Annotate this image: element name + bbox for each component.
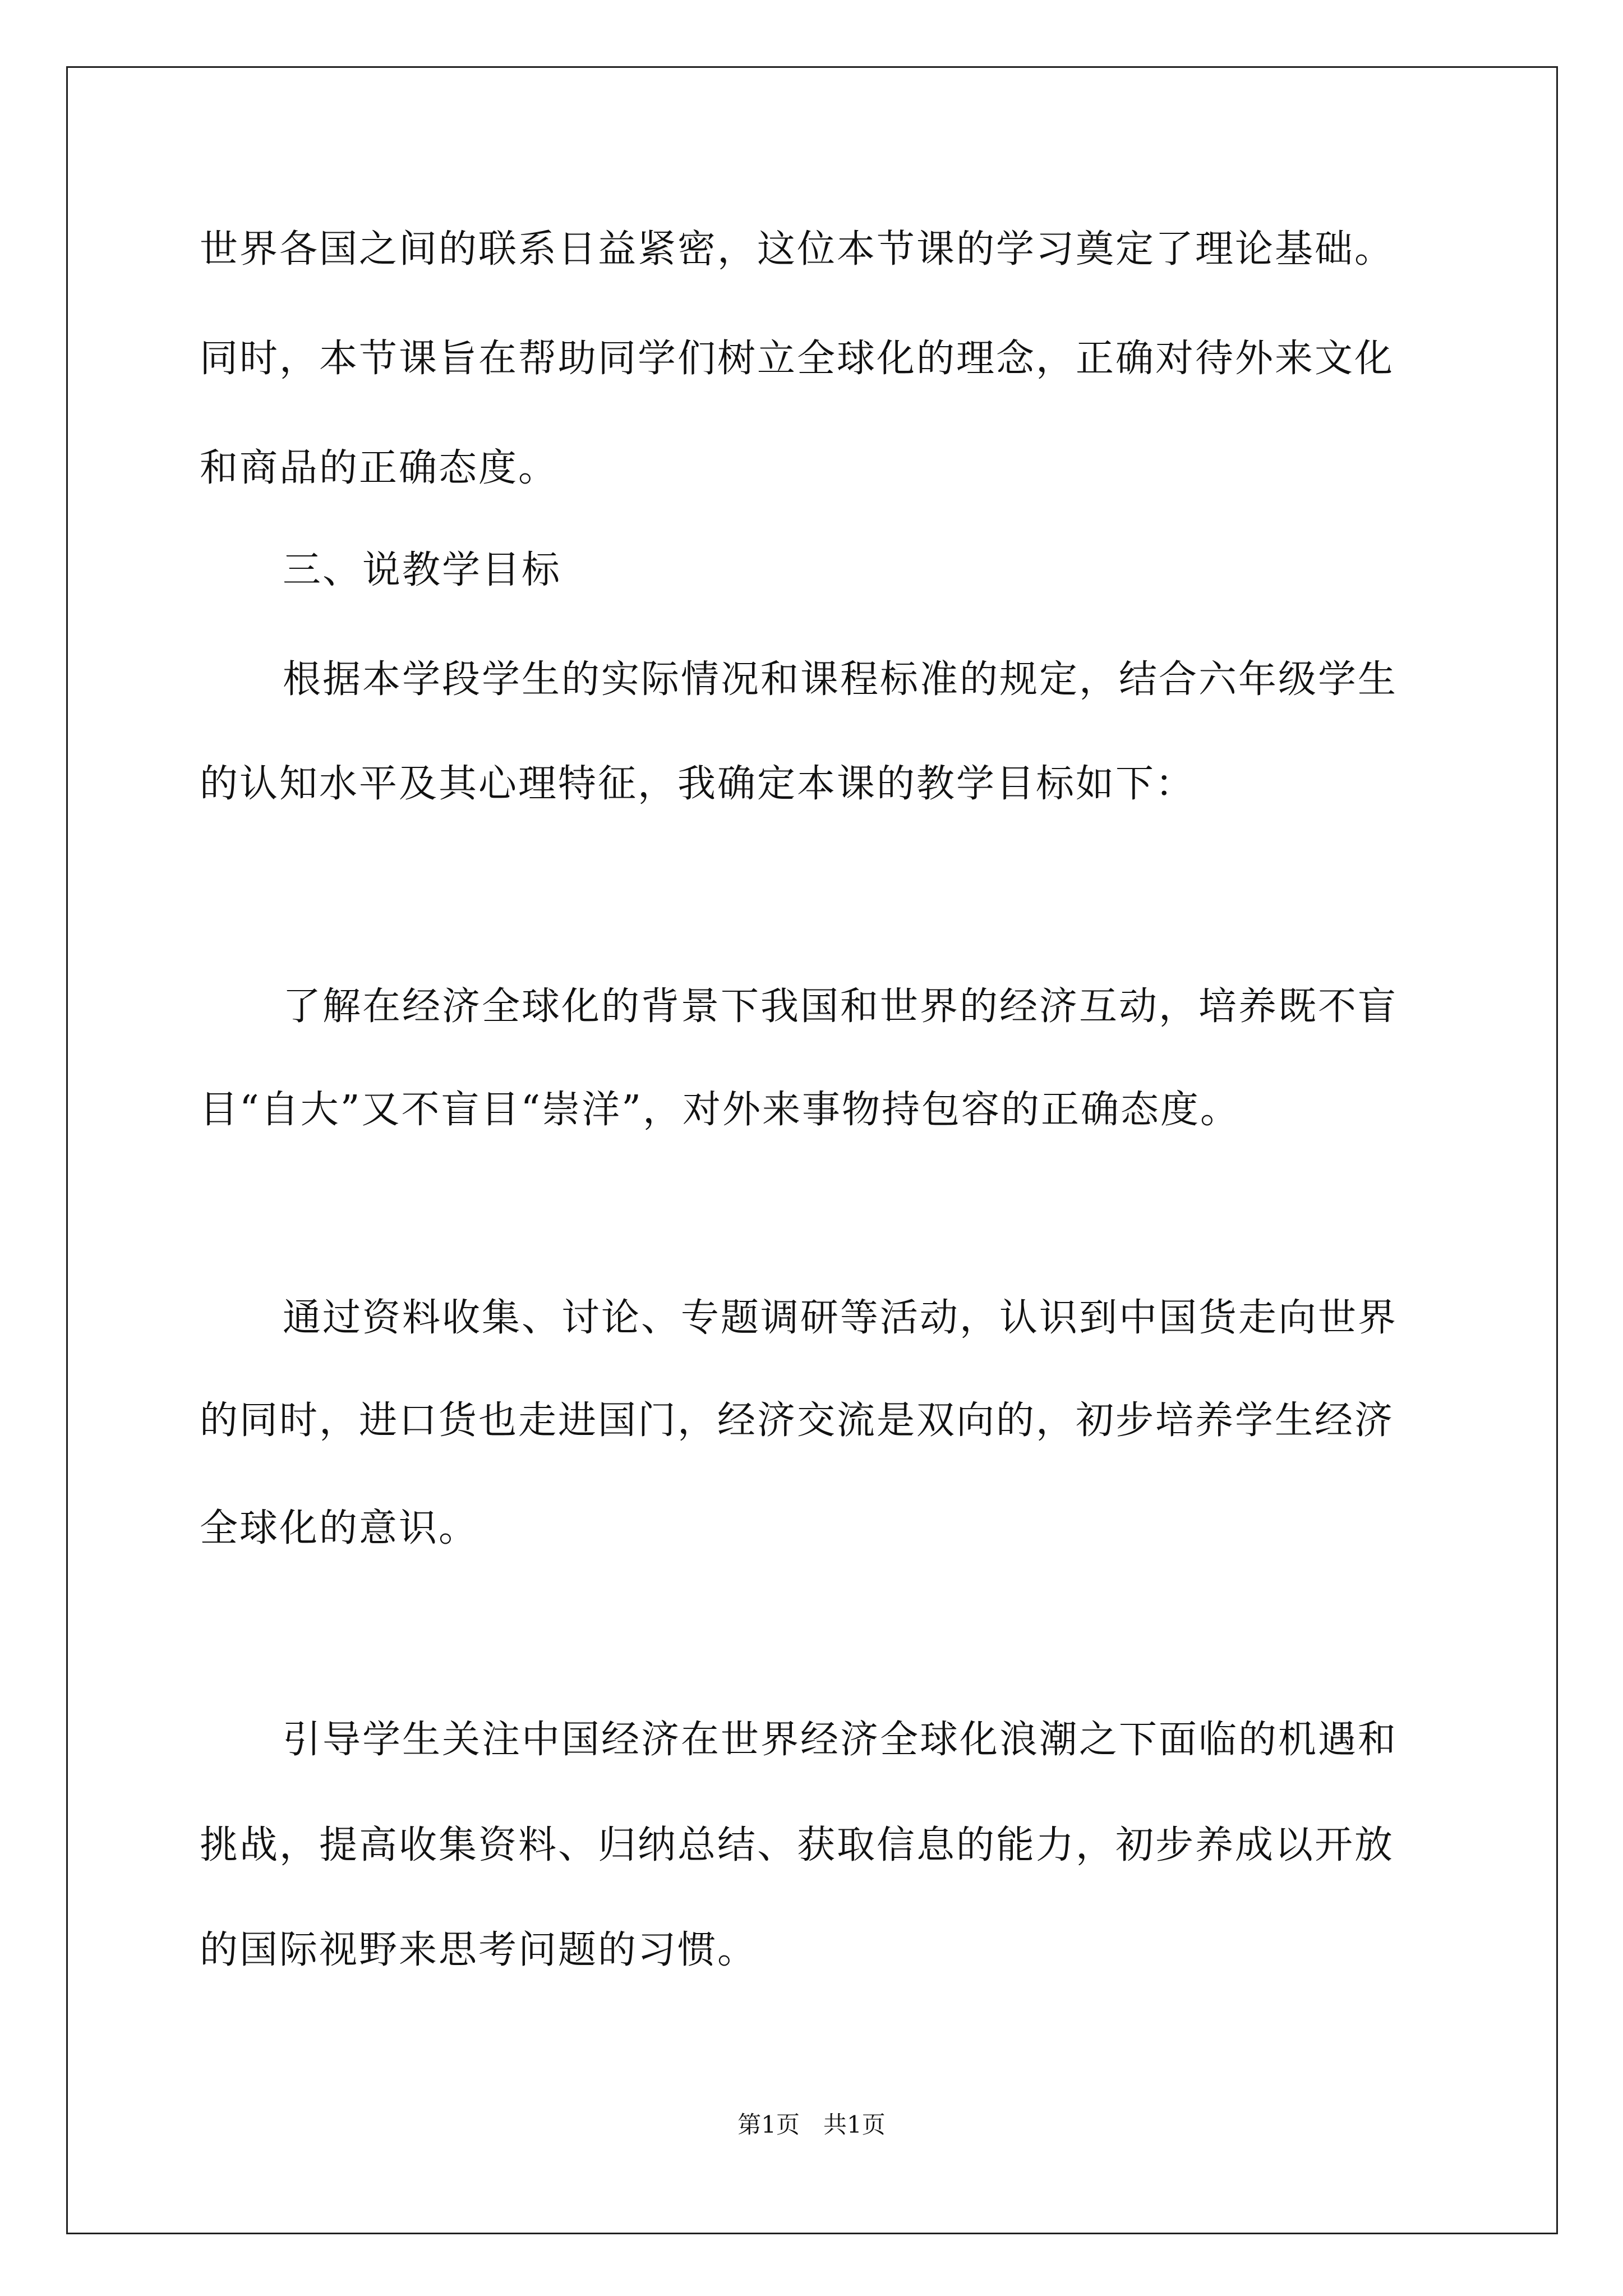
text-line: 全球化的意识。 (200, 1506, 479, 1550)
text-line: 引导学生关注中国经济在世界经济全球化浪潮之下面临的机遇和 (283, 1718, 1398, 1762)
text-line: 了解在经济全球化的背景下我国和世界的经济互动，培养既不盲 (283, 984, 1398, 1029)
page-number-footer: 第1页 共1页 (737, 2111, 886, 2138)
page-border (66, 66, 1558, 2234)
text-line: 根据本学段学生的实际情况和课程标准的规定，结合六年级学生 (283, 657, 1398, 702)
text-line: 的同时，进口货也走进国门，经济交流是双向的，初步培养学生经济 (200, 1398, 1395, 1443)
text-line: 的国际视野来思考问题的习惯。 (200, 1928, 758, 1972)
text-line: 同时，本节课旨在帮助同学们树立全球化的理念，正确对待外来文化 (200, 337, 1395, 381)
text-line: 目“自大”又不盲目“崇洋”，对外来事物持包容的正确态度。 (200, 1088, 1241, 1132)
text-line: 挑战，提高收集资料、归纳总结、获取信息的能力，初步养成以开放 (200, 1823, 1395, 1867)
text-line: 的认知水平及其心理特征，我确定本课的教学目标如下： (200, 762, 1196, 806)
text-line: 和商品的正确态度。 (200, 446, 559, 490)
text-line: 通过资料收集、讨论、专题调研等活动，认识到中国货走向世界 (283, 1296, 1398, 1340)
text-line: 世界各国之间的联系日益紧密，这位本节课的学习奠定了理论基础。 (200, 227, 1395, 272)
section-heading: 三、说教学目标 (283, 548, 562, 592)
